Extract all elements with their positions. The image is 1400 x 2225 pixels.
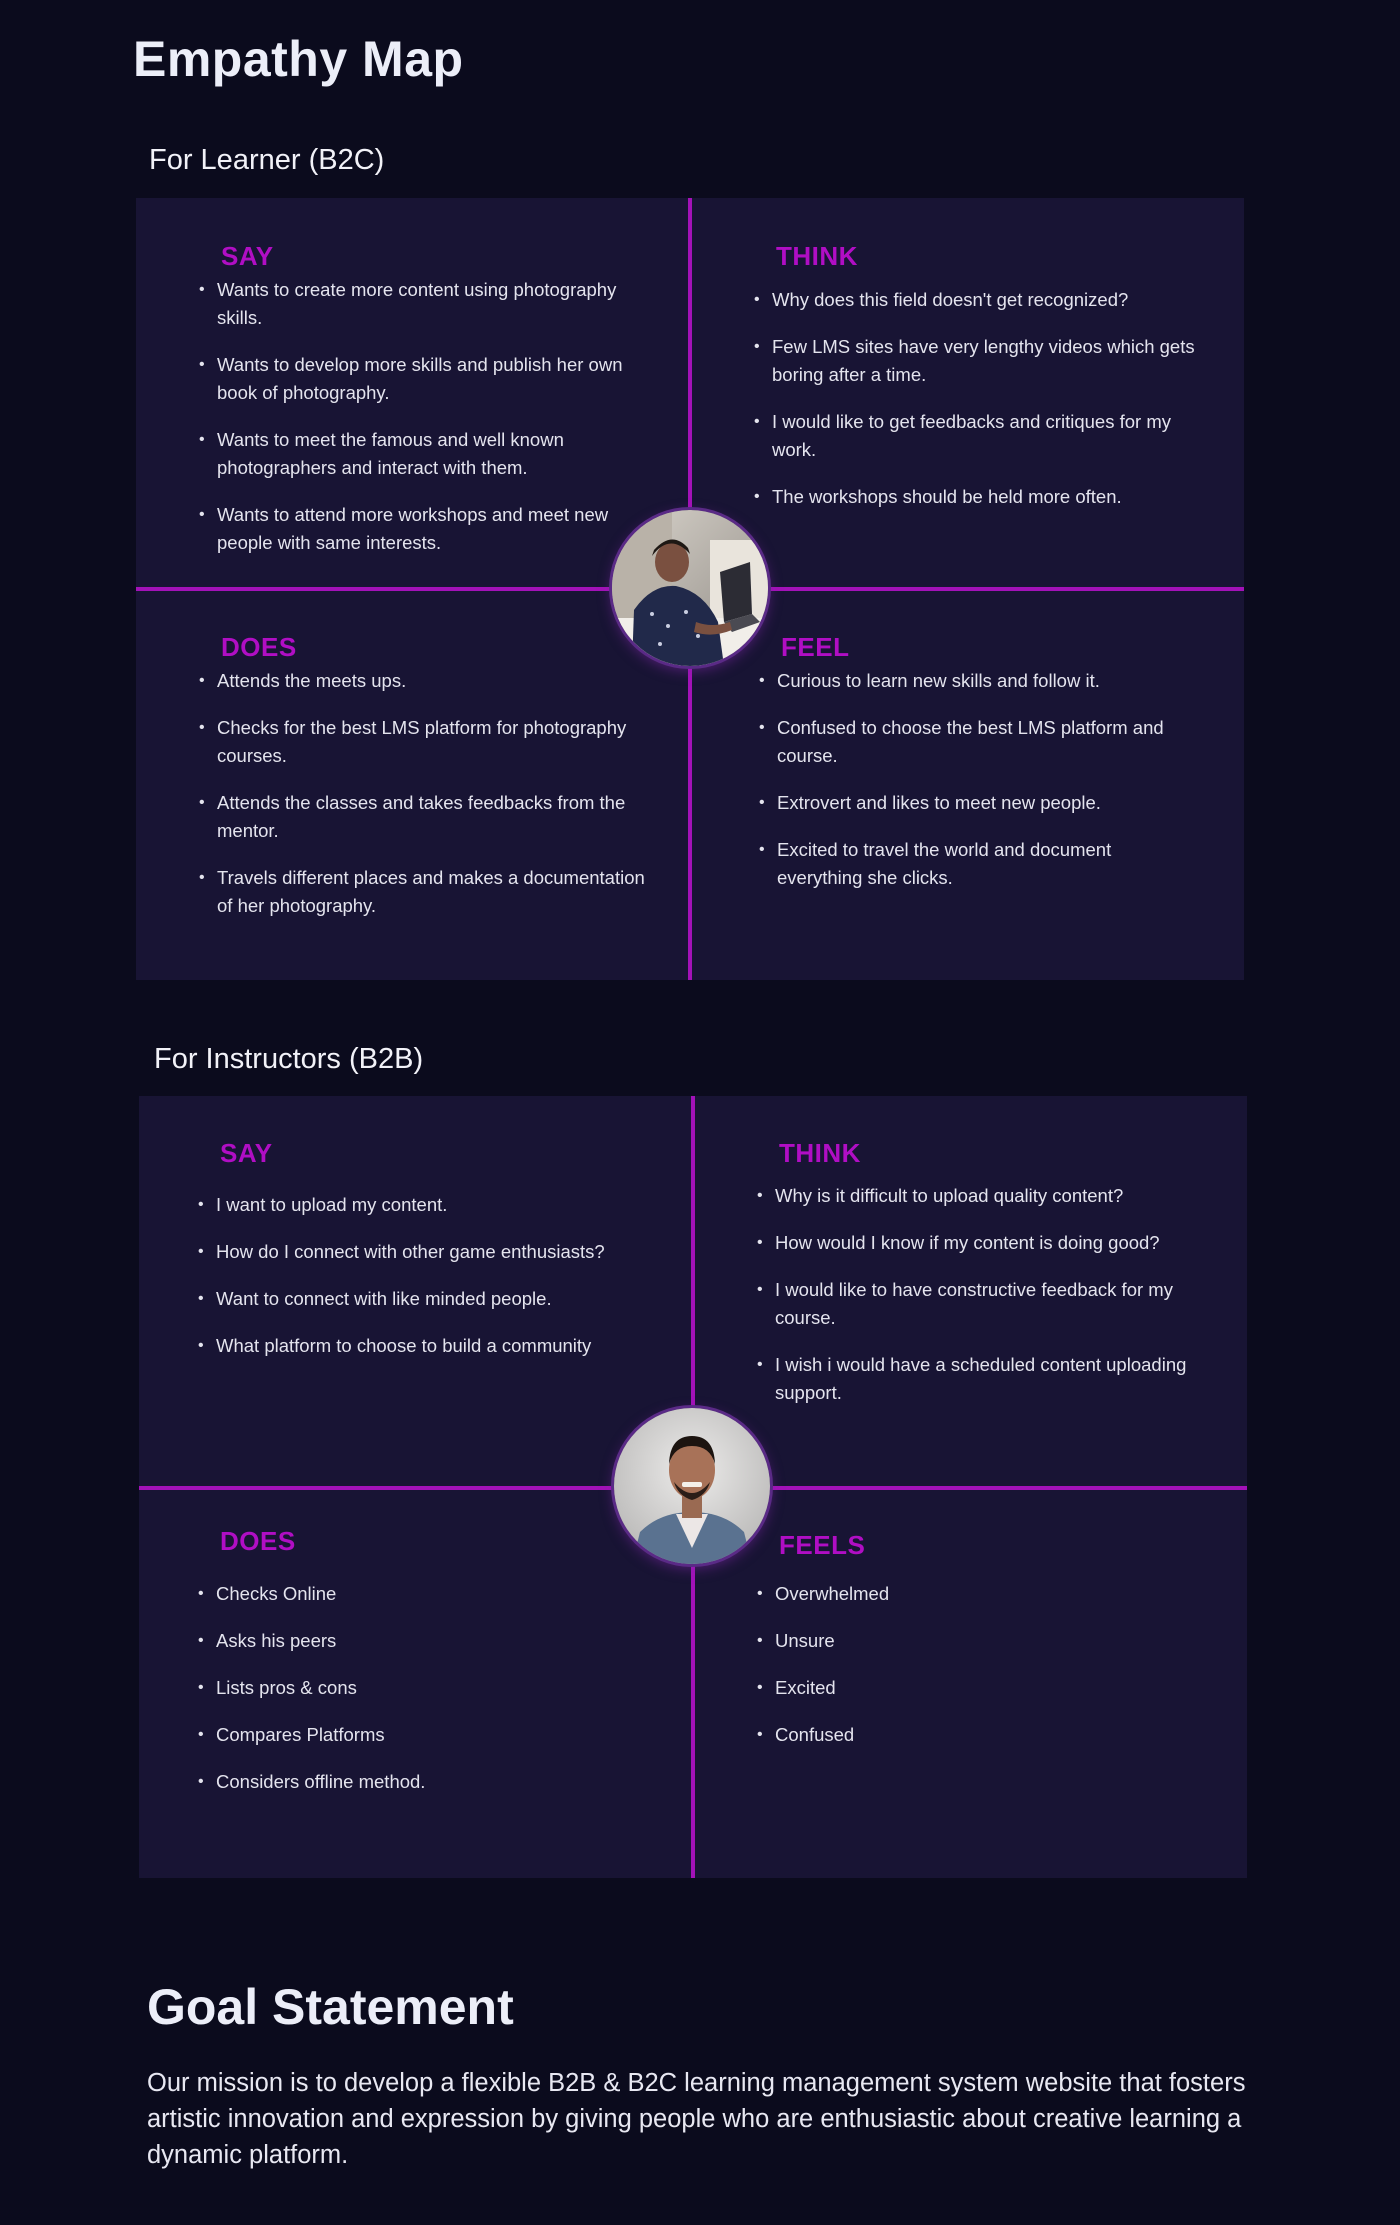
think-list xyxy=(757,1182,1217,1407)
list-item: • Confused to choose the best LMS platform and course. xyxy=(759,714,1179,770)
list-item: • Overwhelmed xyxy=(757,1580,1177,1608)
list-item: • Attends the meets ups. xyxy=(199,667,659,695)
list-item: • Checks for the best LMS platform for photography courses. xyxy=(199,714,659,770)
learner-does-quadrant xyxy=(199,632,659,939)
list-item: • Considers offline method. xyxy=(198,1768,658,1796)
does-heading: DOES xyxy=(221,632,297,662)
list-item: • Asks his peers xyxy=(198,1627,658,1655)
list-item: • Curious to learn new skills and follow it. xyxy=(759,667,1179,695)
list-item: • Why is it difficult to upload quality content? xyxy=(757,1182,1217,1210)
list-item: • Unsure xyxy=(757,1627,1177,1655)
list-item: • Want to connect with like minded people. xyxy=(198,1285,658,1313)
feels-list xyxy=(757,1580,1177,1749)
feel-heading: FEEL xyxy=(781,632,850,662)
list-item: • Few LMS sites have very lengthy videos which gets boring after a time. xyxy=(754,333,1214,389)
say-heading: SAY xyxy=(221,241,274,271)
list-item: • Travels different places and makes a documentation of her photography. xyxy=(199,864,659,920)
list-item: • Extrovert and likes to meet new people. xyxy=(759,789,1179,817)
learner-avatar xyxy=(612,510,768,666)
list-item: • Excited to travel the world and document everything she clicks. xyxy=(759,836,1179,892)
list-item: • Lists pros & cons xyxy=(198,1674,658,1702)
instructor-does-quadrant xyxy=(198,1526,658,1815)
learner-feel-quadrant xyxy=(759,632,1179,911)
list-item: • I would like to get feedbacks and critiques for my work. xyxy=(754,408,1214,464)
goal-statement-text: Our mission is to develop a flexible B2B & B2C learning management system website that fosters artistic innovation and expression by giving people who are enthusiastic about creative learning a dynamic platform. xyxy=(147,2069,1246,2169)
learner-think-quadrant xyxy=(754,241,1214,530)
feel-list xyxy=(759,667,1179,892)
list-item: • Attends the classes and takes feedbacks from the mentor. xyxy=(199,789,659,845)
say-list xyxy=(198,1191,658,1360)
list-item: • How would I know if my content is doing good? xyxy=(757,1229,1217,1257)
list-item: • Compares Platforms xyxy=(198,1721,658,1749)
list-item: • I wish i would have a scheduled content uploading support. xyxy=(757,1351,1217,1407)
learner-section-label: For Learner (B2C) xyxy=(149,144,385,176)
instructor-think-quadrant xyxy=(757,1138,1217,1426)
think-heading: THINK xyxy=(779,1138,861,1168)
instructor-feels-quadrant xyxy=(757,1530,1177,1768)
instructor-section-label: For Instructors (B2B) xyxy=(154,1043,424,1075)
think-heading: THINK xyxy=(776,241,858,271)
list-item: • Excited xyxy=(757,1674,1177,1702)
list-item: • I would like to have constructive feedback for my course. xyxy=(757,1276,1217,1332)
learner-say-quadrant xyxy=(199,241,659,576)
list-item: • What platform to choose to build a community xyxy=(198,1332,658,1360)
instructor-avatar xyxy=(614,1408,770,1564)
say-list xyxy=(199,276,659,557)
does-list xyxy=(199,667,659,920)
does-list xyxy=(198,1580,658,1796)
goal-statement-title: Goal Statement xyxy=(147,1979,514,2035)
does-heading: DOES xyxy=(220,1526,296,1556)
list-item: • Wants to attend more workshops and meet new people with same interests. xyxy=(199,501,659,557)
list-item: • Wants to create more content using photography skills. xyxy=(199,276,659,332)
list-item: • The workshops should be held more often. xyxy=(754,483,1214,511)
list-item: • Checks Online xyxy=(198,1580,658,1608)
feels-heading: FEELS xyxy=(779,1530,866,1560)
list-item: • I want to upload my content. xyxy=(198,1191,658,1219)
say-heading: SAY xyxy=(220,1138,273,1168)
list-item: • Wants to develop more skills and publish her own book of photography. xyxy=(199,351,659,407)
list-item: • Wants to meet the famous and well known photographers and interact with them. xyxy=(199,426,659,482)
page-title: Empathy Map xyxy=(133,31,464,87)
list-item: • How do I connect with other game enthusiasts? xyxy=(198,1238,658,1266)
list-item: • Why does this field doesn't get recognized? xyxy=(754,286,1214,314)
instructor-say-quadrant xyxy=(198,1138,658,1379)
list-item: • Confused xyxy=(757,1721,1177,1749)
think-list xyxy=(754,286,1214,511)
